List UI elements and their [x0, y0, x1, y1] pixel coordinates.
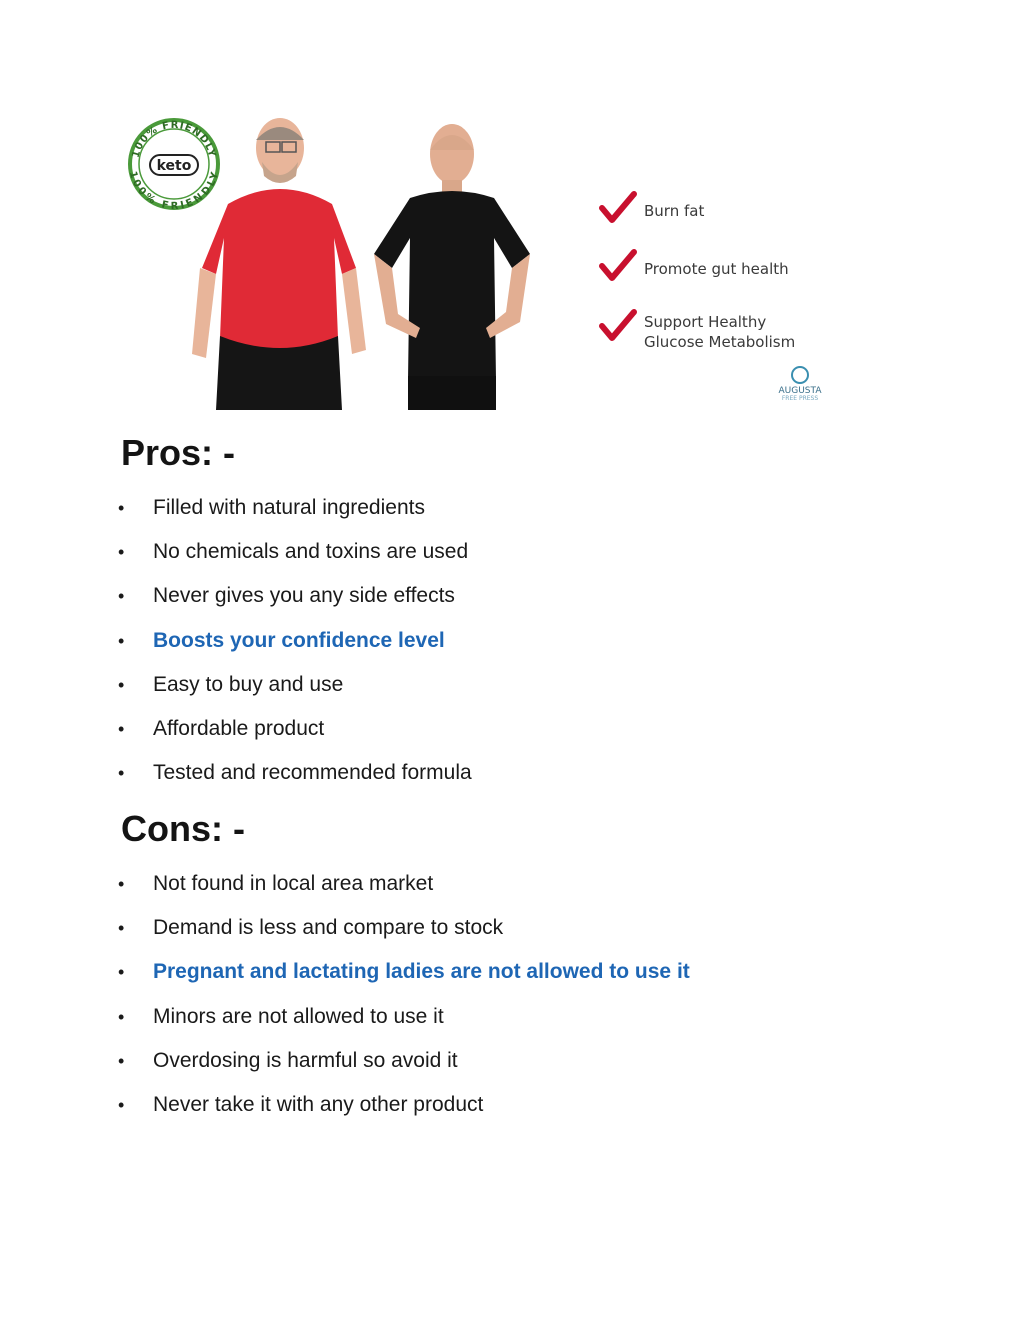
bullet-icon: •: [118, 674, 125, 695]
bullet-icon: •: [118, 918, 125, 939]
check-label: Burn fat: [644, 202, 705, 220]
check-label: Promote gut health: [644, 260, 789, 278]
bullet-icon: •: [118, 498, 125, 518]
cons-link-text[interactable]: Pregnant and lactating ladies are not allowed to use it: [153, 960, 690, 984]
check-label-line2: Glucose Metabolism: [644, 333, 796, 351]
bullet-icon: •: [118, 1094, 125, 1115]
pros-list-item: [118, 716, 472, 760]
keto-badge: [127, 120, 222, 212]
bullet-icon: •: [118, 586, 125, 607]
cons-item-text: Not found in local area market: [153, 872, 434, 895]
bullet-icon: •: [118, 1050, 125, 1071]
pros-item-text: Tested and recommended formula: [153, 761, 472, 785]
pros-list-item: [118, 539, 472, 583]
cons-list-item: [118, 1048, 690, 1092]
pros-item-text: No chemicals and toxins are used: [153, 540, 469, 564]
cons-list-item: [118, 1092, 690, 1136]
bullet-icon: •: [118, 1006, 125, 1027]
bullet-icon: •: [118, 874, 125, 894]
cons-item-text: Never take it with any other product: [153, 1092, 484, 1116]
check-label: Support Healthy: [644, 313, 767, 331]
pros-list: [118, 495, 472, 804]
pros-list-item: [118, 760, 472, 804]
cons-item-text: Minors are not allowed to use it: [153, 1004, 444, 1028]
badge-ring-top: 100% FRIENDLY: [130, 119, 218, 160]
pros-list-item: [118, 672, 472, 716]
bullet-icon: •: [118, 630, 125, 651]
badge-ring-bottom: 100% FRIENDLY: [126, 170, 222, 213]
keto-banner-image: [120, 118, 832, 410]
bullet-icon: •: [118, 763, 125, 784]
man-black-shirt-figure: [374, 124, 530, 410]
cons-list-item[interactable]: [118, 959, 690, 1003]
bullet-icon: •: [118, 718, 125, 739]
pros-heading: Pros: -: [121, 432, 236, 473]
pros-list-item: [118, 583, 472, 627]
cons-heading: Cons: -: [121, 808, 245, 849]
benefits-checklist: [602, 194, 795, 351]
check-icon: [602, 312, 634, 338]
augusta-free-press-logo: [779, 367, 823, 402]
pros-item-text: Filled with natural ingredients: [153, 496, 425, 519]
cons-list-item: [118, 1004, 690, 1048]
cons-item-text: Overdosing is harmful so avoid it: [153, 1048, 458, 1072]
pros-item-text: Affordable product: [153, 716, 325, 740]
check-icon: [602, 194, 634, 220]
pros-item-text: Easy to buy and use: [153, 672, 344, 696]
check-item-glucose: [602, 312, 795, 351]
check-icon: [602, 252, 634, 278]
pros-item-text: Never gives you any side effects: [153, 584, 455, 608]
logo-line1: AUGUSTA: [778, 386, 822, 396]
check-item-gut-health: [602, 252, 789, 278]
pros-list-item[interactable]: [118, 628, 472, 672]
check-item-burn-fat: [602, 194, 704, 220]
cons-item-text: Demand is less and compare to stock: [153, 916, 504, 940]
cons-list-item: [118, 871, 690, 915]
badge-keto-label: keto: [156, 158, 192, 174]
bullet-icon: •: [118, 542, 125, 563]
logo-line2: FREE PRESS: [781, 395, 819, 402]
pros-list-item: [118, 495, 472, 539]
pros-link-text[interactable]: Boosts your confidence level: [153, 628, 445, 652]
cons-list-item: [118, 915, 690, 959]
cons-list: [118, 871, 690, 1136]
bullet-icon: •: [118, 962, 125, 983]
